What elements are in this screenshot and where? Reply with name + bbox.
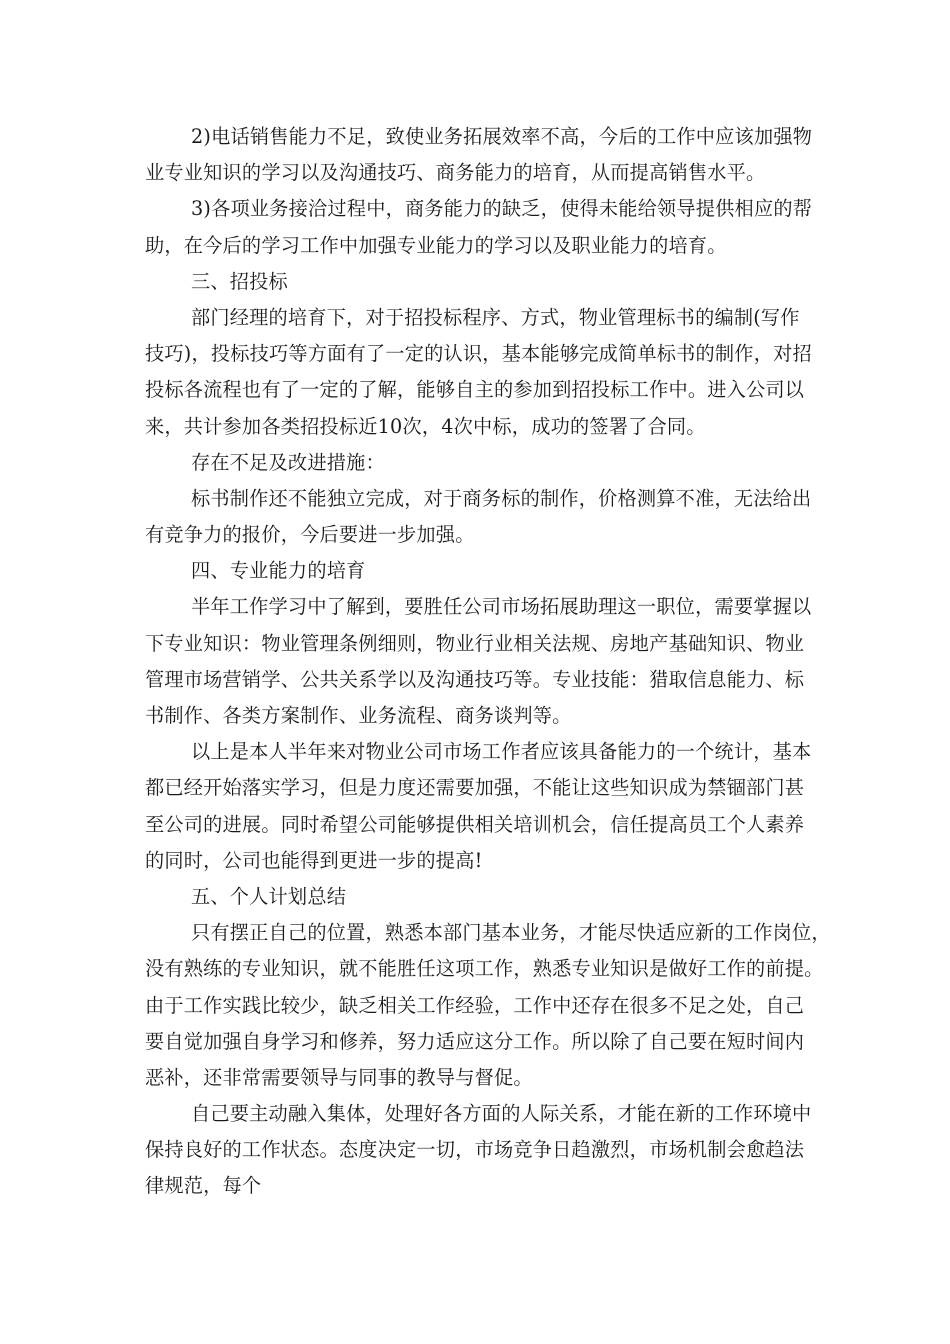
text-line: 至公司的进展。同时希望公司能够提供相关培训机会，信任提高员工个人素养 bbox=[145, 812, 805, 836]
text-line: 投标各流程也有了一定的了解，能够自主的参加到招投标工作中。进入公司以 bbox=[145, 378, 805, 402]
text-line: 都已经开始落实学习，但是力度还需要加强，不能让这些知识成为禁锢部门甚 bbox=[145, 776, 805, 800]
text-line: 只有摆正自己的位置，熟悉本部门基本业务，才能尽快适应新的工作岗位， bbox=[191, 921, 831, 945]
text-line: 业专业知识的学习以及沟通技巧、商务能力的培育，从而提高销售水平。 bbox=[145, 161, 766, 185]
document-body bbox=[145, 119, 831, 1205]
text-line: 保持良好的工作状态。态度决定一切，市场竞争日趋激烈，市场机制会愈趋法 bbox=[145, 1138, 805, 1162]
section-heading: 五、个人计划总结 bbox=[191, 884, 347, 908]
text-line: 半年工作学习中了解到，要胜任公司市场拓展助理这一职位，需要掌握以 bbox=[191, 595, 812, 619]
text-line: 部门经理的培育下，对于招投标程序、方式，物业管理标书的编制(写作 bbox=[191, 305, 800, 329]
text-line: 恶补，还非常需要领导与同事的教导与督促。 bbox=[145, 1065, 533, 1089]
text-line: 由于工作实践比较少，缺乏相关工作经验，工作中还存在很多不足之处，自己 bbox=[145, 993, 805, 1017]
text-line: 来，共计参加各类招投标近10次，4次中标，成功的签署了合同。 bbox=[145, 414, 706, 438]
text-line: 下专业知识：物业管理条例细则，物业行业相关法规、房地产基础知识、物业 bbox=[145, 631, 805, 655]
text-line: 有竞争力的报价，今后要进一步加强。 bbox=[145, 523, 475, 547]
text-line: 自己要主动融入集体，处理好各方面的人际关系，才能在新的工作环境中 bbox=[191, 1102, 812, 1126]
text-line: 管理市场营销学、公共关系学以及沟通技巧等。专业技能：猎取信息能力、标 bbox=[145, 667, 805, 691]
text-line: 技巧)，投标技巧等方面有了一定的认识，基本能够完成简单标书的制作，对招 bbox=[145, 342, 812, 366]
subsection-heading: 存在不足及改进措施： bbox=[191, 450, 385, 474]
text-line: 书制作、各类方案制作、业务流程、商务谈判等。 bbox=[145, 704, 572, 727]
text-line: 要自觉加强自身学习和修养，努力适应这分工作。所以除了自己要在短时间内 bbox=[145, 1029, 805, 1053]
text-line: 以上是本人半年来对物业公司市场工作者应该具备能力的一个统计，基本 bbox=[191, 740, 812, 764]
text-line: 律规范，每个 bbox=[145, 1174, 262, 1198]
section-heading: 三、招投标 bbox=[191, 269, 288, 293]
text-line: 3)各项业务接洽过程中，商务能力的缺乏，使得未能给领导提供相应的帮 bbox=[191, 197, 813, 221]
text-line: 没有熟练的专业知识，就不能胜任这项工作，熟悉专业知识是做好工作的前提。 bbox=[145, 957, 824, 981]
text-line: 助，在今后的学习工作中加强专业能力的学习以及职业能力的培育。 bbox=[145, 233, 727, 257]
section-heading: 四、专业能力的培育 bbox=[191, 559, 366, 583]
text-line: 的同时，公司也能得到更进一步的提高! bbox=[145, 848, 483, 872]
text-line: 2)电话销售能力不足，致使业务拓展效率不高，今后的工作中应该加强物 bbox=[191, 125, 813, 148]
text-line: 标书制作还不能独立完成，对于商务标的制作，价格测算不准，无法给出 bbox=[191, 486, 812, 510]
